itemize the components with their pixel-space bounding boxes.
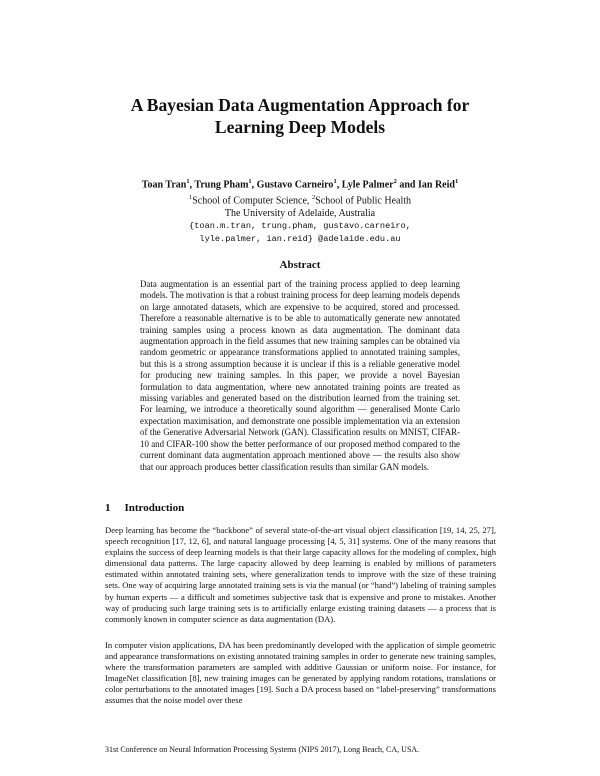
author-sup: 1 (454, 178, 459, 185)
title-line-2: Learning Deep Models (214, 117, 386, 137)
conference-footer: 31st Conference on Neural Information Processing Systems (NIPS 2017), Long Beach, CA, USA. (105, 745, 420, 754)
abstract-heading: Abstract (279, 259, 321, 271)
section-title: Introduction (124, 502, 185, 514)
paper-title (0, 94, 600, 138)
author-name: Trung Pham (194, 179, 249, 191)
affiliation-2: School of Public Health (315, 195, 412, 207)
affil-sup: 1 (188, 193, 193, 201)
author-name: Lyle Palmer (341, 179, 394, 191)
author-name: Ian Reid (418, 179, 455, 191)
email-line-1: {toan.m.tran, trung.pham, gustavo.carneiro, (189, 221, 411, 232)
author-name: Toan Tran (141, 179, 187, 191)
author-name: Gustavo Carneiro (256, 179, 334, 191)
author-sup: 1 (186, 178, 190, 185)
email-line-2: lyle.palmer, ian.reid} @adelaide.edu.au (199, 233, 401, 244)
affiliations (0, 192, 600, 208)
author-names: Toan Tran$^1$, Trung Pham$^1$, Gustavo Carneiro$^1$, Lyle Palmer$^2$ and Ian Reid$^1$ (141, 178, 459, 191)
title-line-1: A Bayesian Data Augmentation Approach for (130, 95, 470, 115)
author-sup: 2 (393, 178, 397, 185)
affil-sup: 2 (311, 193, 316, 201)
section-number: 1 (105, 502, 111, 514)
author-sup: 1 (333, 178, 337, 185)
section-heading (105, 502, 184, 514)
author-sup: 1 (248, 178, 252, 185)
intro-paragraph-2: In computer vision applications, DA has been predominantly developed with the application of simple geometric and appearance transformations on existing annotated training samples in order to generate new training samples, where the transformation parameters are sampled with additive Gaussian or uniform noise. For instance, for ImageNet classification [8], new training images can be generated by applying random rotations, translations or color perturbations to the annotated images [19]. Such a DA process based on “label-preserving” transformations assumes that the noise model over these (105, 640, 496, 706)
university: The University of Adelaide, Australia (224, 207, 376, 219)
author-block (0, 176, 600, 245)
intro-paragraph-1: Deep learning has become the “backbone” of several state-of-the-art visual object classification [19, 14, 25, 27], speech recognition [17, 12, 6], and natural language processing [4, 5, 31] systems. One of the many reasons that explains the success of deep learning models is that their large capacity allows for the modeling of complex, high dimensional data patterns. The large capacity allowed by deep learning is enabled by millions of parameters estimated within annotated training sets, where generalization tends to improve with the size of these training sets. One way of acquiring large annotated training sets is via the manual (or “hand”) labeling of training samples by human experts — a difficult and sometimes subjective task that is expensive and prone to mistakes. Another way of producing such large training sets is to artificially enlarge existing training datasets — a process that is commonly known in computer science as data augmentation (DA). (105, 525, 496, 624)
abstract-text: Data augmentation is an essential part of the training process applied to deep learning models. The motivation is that a robust training process for deep learning models depends on large annotated datasets, which are expensive to be acquired, stored and processed. Therefore a reasonable alternative is to be able to automatically generate new annotated training samples using a process known as data augmentation. The dominant data augmentation approach in the field assumes that new training samples can be obtained via random geometric or appearance transformations applied to annotated training samples, but this is a strong assumption because it is unclear if this is a reliable generative model for producing new training samples. In this paper, we provide a novel Bayesian formulation to data augmentation, where new annotated training points are treated as missing variables and generated based on the distribution learned from the training set. For learning, we introduce a theoretically sound algorithm — generalised Monte Carlo expectation maximisation, and demonstrate one possible implementation via an extension of the Generative Adversarial Network (GAN). Classification results on MNIST, CIFAR-10 and CIFAR-100 show the better performance of our proposed method compared to the current dominant data augmentation approach mentioned above — the results also show that our approach produces better classification results than similar GAN models. (140, 279, 460, 472)
affiliation-1: School of Computer Science, (192, 195, 312, 207)
